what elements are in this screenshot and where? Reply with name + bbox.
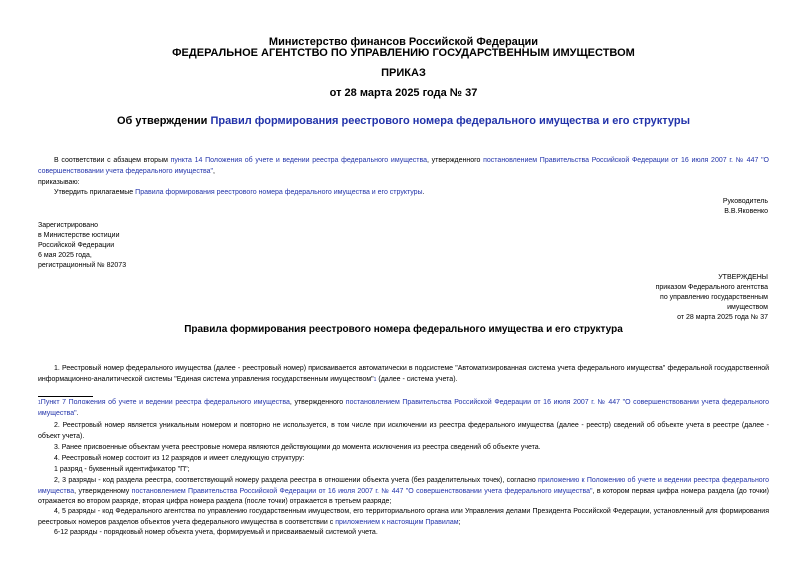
rule-4: 4. Реестровый номер состоит из 12 разрядов и имеет следующую структуру: [54,455,305,462]
rule-text: 4, 5 разряды - код Федерального агентства по управлению государственным имуществом, его территориального органа или Управления делами Президента Российской Федерации, установленный для формирования реестровых номеров разделов объектов учета федерального имущества в соответствии с [38,508,769,526]
footnote-divider [38,396,93,397]
rule-link-appendix-regulation[interactable]: приложению к Положению об учете и ведении реестра федерального имущества [38,477,769,495]
preamble-text: , утвержденного [427,157,484,164]
signature-name: В.В.Яковенко [724,208,768,215]
preamble-text: , [213,167,215,175]
registration-block [38,221,126,271]
agency-name: ФЕДЕРАЛЬНОЕ АГЕНТСТВО ПО УПРАВЛЕНИЮ ГОСУДАРСТВЕННЫМ ИМУЩЕСТВОМ [172,47,635,59]
approval-line: от 28 марта 2025 года № 37 [677,314,768,321]
signature-role: Руководитель [722,198,768,205]
rule-8: 6-12 разряды - порядковый номер объекта учета, формируемый и присваиваемый системой учета. [54,529,378,536]
rule-text: , утвержденному [74,487,132,495]
rule-7 [38,507,769,528]
order-title [0,115,807,127]
preamble-text: В соответствии с абзацем вторым [54,157,171,164]
footnote-mark: 1 [38,400,41,406]
registration-line: в Министерстве юстиции [38,232,120,239]
rule-2: 2. Реестровый номер является уникальным номером и повторно не используется, в том числе при исключении из реестра федерального имущества (далее - реестр) сведений об объекте учета в реестре (далее - объект учета). [38,422,769,440]
ministry-name: Министерство финансов Российской Федерации [268,36,539,48]
rule-5: 1 разряд - буквенный идентификатор "П"; [54,466,190,473]
document-type: ПРИКАЗ [381,67,426,79]
approval-line: по управлению государственным [660,294,768,301]
footnote-ref[interactable]: 1 [373,376,377,383]
footnote-link-resolution[interactable]: постановлением Правительства Российской Федерации от 16 июля 2007 г. № 447 "О совершенствовании учета федерального имущества" [38,399,770,417]
order-word: приказываю: [38,179,80,186]
rule-text: (далее - система учета). [376,375,458,383]
footnote-text: , утвержденного [289,399,346,406]
preamble-paragraph [38,156,769,177]
rule-text: 2, 3 разряды - код раздела реестра, соответствующий номеру раздела реестра в отношении объекта учета (без разделительных точек), согласно [54,477,539,484]
approval-line: УТВЕРЖДЕНЫ [718,274,768,281]
rule-1 [38,364,769,385]
preamble-link-resolution[interactable]: постановлением Правительства Российской Федерации от 16 июля 2007 г. № 447 "О совершенствовании учета федерального имущества" [38,157,769,175]
approve-text: . [422,189,425,196]
signature-block [600,197,768,217]
rules-title: Правила формирования реестрового номера федерального имущества и его структура [184,324,623,335]
rule-text: ; [458,518,461,526]
rule-3: 3. Ранее присвоенные объектам учета реестровые номера являются действующими до момента исключения из реестра сведений об объекте учета. [54,444,541,451]
approval-line: приказом Федерального агентства [655,284,768,291]
approve-link-rules[interactable]: Правила формирования реестрового номера федерального имущества и его структуры [135,189,423,196]
approval-line: имуществом [727,304,768,311]
document-date-number: от 28 марта 2025 года № 37 [329,87,478,99]
registration-line: регистрационный № 82073 [38,262,127,269]
rule-text: , в котором первая цифра номера раздела (до точки) отражается во втором разряде, вторая цифра номера раздела (после точки) отражается в третьем разряде; [38,487,769,505]
footnote-1 [38,398,769,419]
footnote-text: . [76,409,79,417]
registration-line: Российской Федерации [38,242,115,249]
order-title-link[interactable]: Правил формирования реестрового номера федерального имущества и его структуры [210,115,691,127]
approval-block [600,273,768,323]
preamble-link-item14[interactable]: пункта 14 Положения об учете и ведении реестра федерального имущества [170,157,428,164]
registration-line: 6 мая 2025 года, [38,252,92,259]
rule-6 [38,476,769,508]
order-title-prefix: Об утверждении [116,115,211,127]
footnote-link-item7[interactable]: Пункт 7 Положения об учете и ведении реестра федерального имущества [40,399,290,406]
rule-link-resolution[interactable]: постановлением Правительства Российской Федерации от 16 июля 2007 г. № 447 "О совершенствовании учета федерального имущества" [131,487,593,495]
rule-link-appendix-rules[interactable]: приложением к настоящим Правилам [335,518,459,526]
registration-line: Зарегистрировано [38,222,98,229]
rule-text: 1. Реестровый номер федерального имущества (далее - реестровый номер) присваивается автоматически в подсистеме "Автоматизированная система учета федерального имущества" федеральной государственной информационно-аналитической системы "Единая система управления государственным имуществом" [38,365,769,383]
approve-text: Утвердить прилагаемые [54,189,136,196]
